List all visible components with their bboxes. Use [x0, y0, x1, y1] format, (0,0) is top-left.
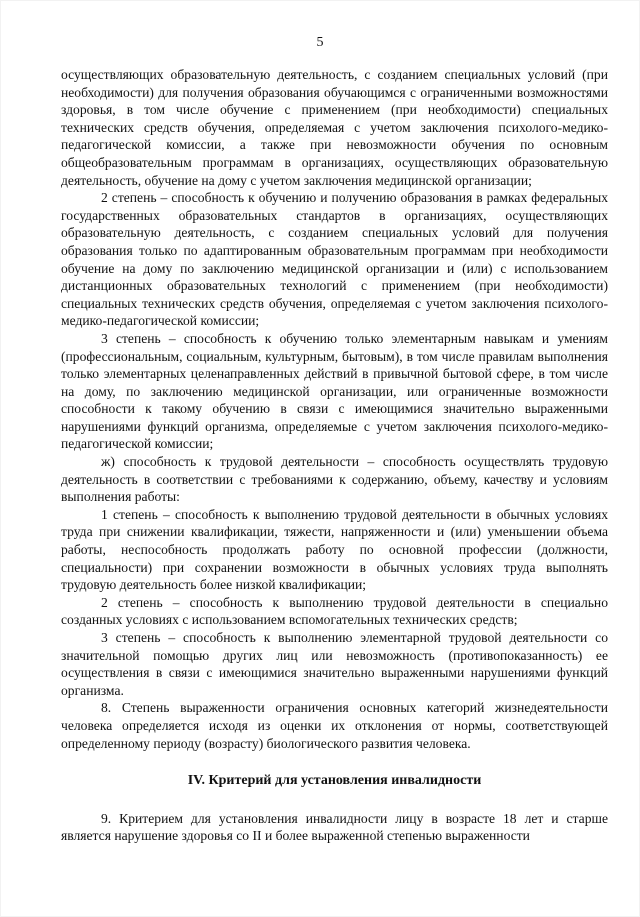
paragraph-continuation: осуществляющих образовательную деятельность, с созданием специальных условий (при необходимости) для получения образования обучающимся с ограниченными возможностями здоровья, в том числе обучение с применением (при необходимости) специальных технических средств обучения, определяемая с учетом заключения психолого-медико-педагогической комиссии, а также при невозможности обучения по основным общеобразовательным программам в организациях, осуществляющих образовательную деятельность, обучение на дому с учетом заключения медицинской организации;	[61, 67, 608, 188]
paragraph-item-9: 9. Критерием для установления инвалидности лицу в возрасте 18 лет и старше является нарушение здоровья со II и более выраженной степенью выраженности	[61, 810, 608, 844]
paragraph-education-degree-3: 3 степень – способность к обучению только элементарным навыкам и умениям (профессиональным, социальным, культурным, бытовым), в том числе правилам выполнения только элементарных целенаправленных действий в привычной бытовой сфере, в том числе на дому, по заключению медицинской организации, или ограниченные возможности способности к такому обучению в связи с имеющимися значительно выраженными нарушениями функций организма, определяемые с учетом заключения психолого-медико-педагогической комиссии;	[61, 330, 608, 452]
paragraph-education-degree-2: 2 степень – способность к обучению и получению образования в рамках федеральных государственных образовательных стандартов в организациях, осуществляющих образовательную деятельность, с созданием специальных условий для получения образования только по адаптированным образовательным программам при необходимости обучение на дому по заключению медицинской организации и (или) с использованием дистанционных образовательных технологий с применением (при необходимости) специальных технических средств обучения, определяемая с учетом заключения психолого-медико-педагогической комиссии;	[61, 190, 608, 329]
document-body	[61, 66, 608, 845]
paragraph-item-8: 8. Степень выраженности ограничения основных категорий жизнедеятельности человека определяется исходя из оценки их отклонения от нормы, соответствующей определенному периоду (возрасту) биологического развития человека.	[61, 700, 608, 751]
section-heading: IV. Критерий для установления инвалидности	[187, 773, 482, 789]
paragraph-work-degree-1: 1 степень – способность к выполнению трудовой деятельности в обычных условиях труда при снижении квалификации, тяжести, напряженности и (или) уменьшении объема работы, неспособность продолжать работу по основной профессии (должности, специальности) при сохранении возможности в обычных условиях труда выполнять трудовую деятельность более низкой квалификации;	[61, 506, 608, 593]
paragraph-work-ability: ж) способность к трудовой деятельности – способность осуществлять трудовую деятельность в соответствии с требованиями к содержанию, объему, качеству и условиям выполнения работы:	[61, 454, 608, 505]
paragraph-work-degree-3: 3 степень – способность к выполнению элементарной трудовой деятельности со значительной помощью других лиц или невозможность (противопоказанность) ее осуществления в связи с имеющимися значительно выраженными нарушениями функций организма.	[61, 630, 608, 698]
page-number: 5	[316, 35, 324, 50]
paragraph-work-degree-2: 2 степень – способность к выполнению трудовой деятельности в специально созданных условиях с использованием вспомогательных технических средств;	[61, 594, 608, 628]
